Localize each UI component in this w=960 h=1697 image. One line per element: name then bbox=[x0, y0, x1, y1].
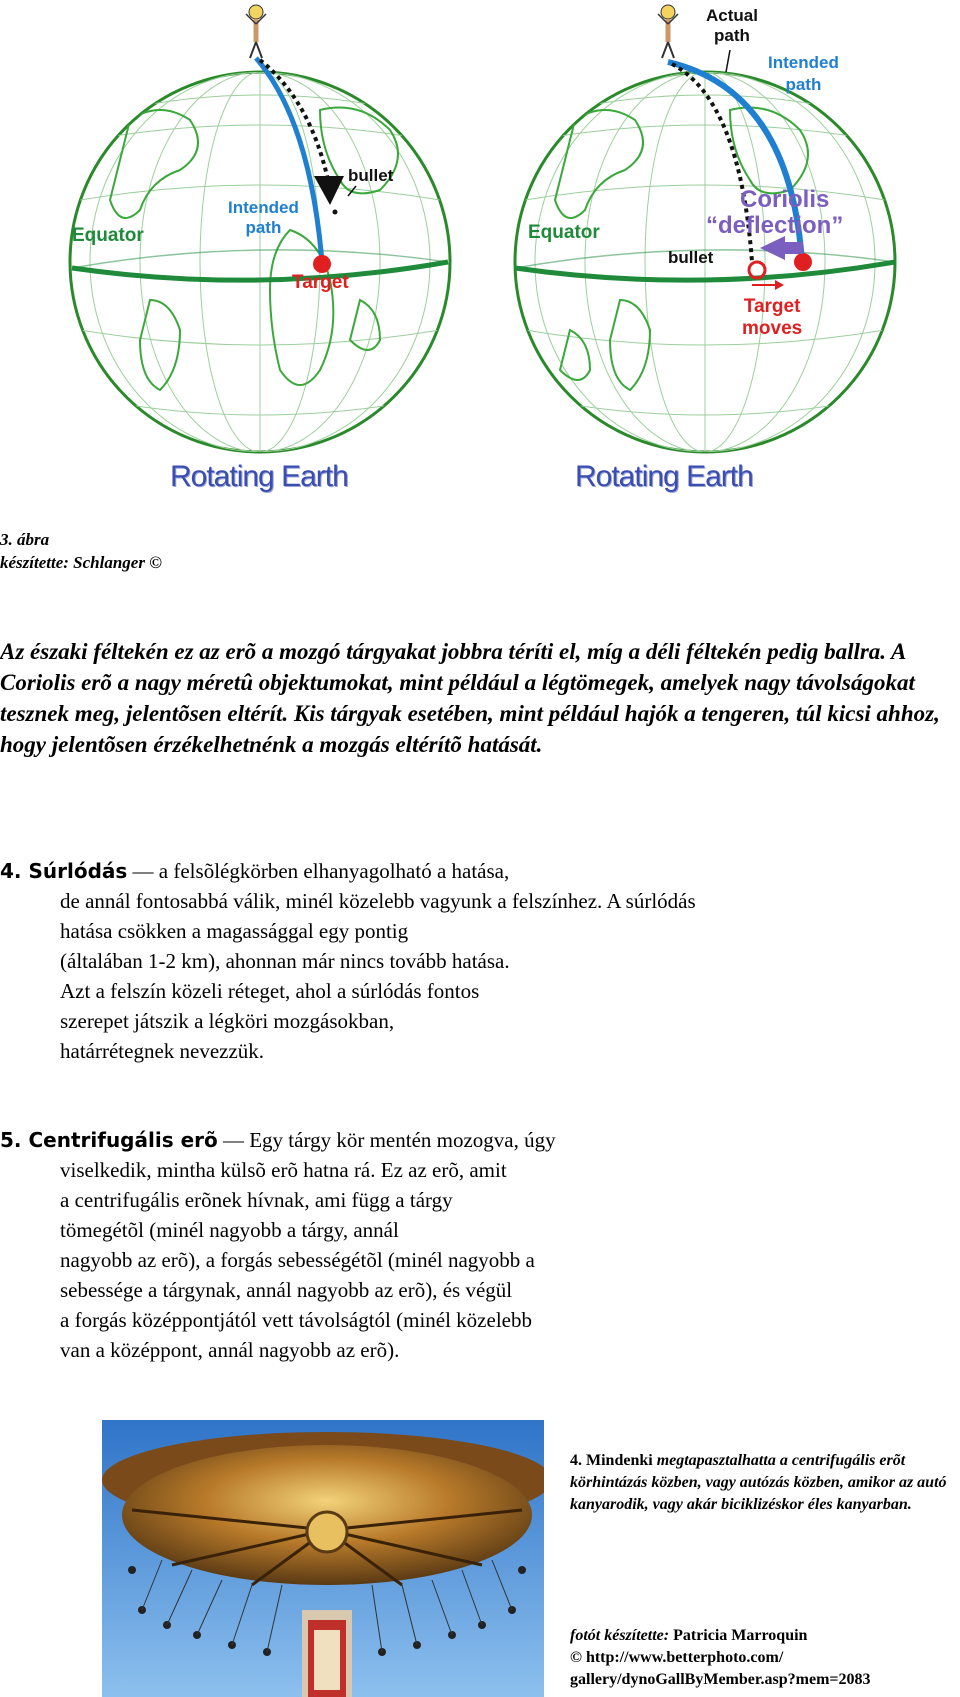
figure4-caption bbox=[570, 1450, 955, 1516]
equator-label-right: Equator bbox=[528, 222, 600, 243]
section-centrifugal-dash: — bbox=[217, 1128, 250, 1152]
section-centrifugal-line-0: Egy tárgy kör mentén mozogva, úgy bbox=[249, 1128, 556, 1152]
target-moves-label-line2: moves bbox=[742, 318, 803, 339]
actual-path-label-line2: path bbox=[714, 26, 750, 45]
section-friction-line-0: a felsõlégkörben elhanyagolható a hatása, bbox=[158, 859, 510, 883]
rotating-earth-caption-left: Rotating Earth bbox=[170, 460, 348, 493]
coriolis-label: Coriolis bbox=[740, 186, 830, 213]
target-moves-label-line1: Target bbox=[743, 296, 801, 317]
section-friction-line-6: határrétegnek nevezzük. bbox=[60, 1039, 265, 1063]
figure3-caption bbox=[0, 528, 162, 574]
figure4-text: megtapasztalhatta a centrifugális erõt körhintázás közben, vagy autózás közben, amikor az autó kanyarodik, vagy akár biciklizéskor éles kanyarban. bbox=[570, 1452, 947, 1513]
globe-left-illustration bbox=[60, 0, 480, 500]
figure4-number: 4. Mindenki bbox=[570, 1452, 653, 1469]
intended-path-label-right bbox=[768, 52, 839, 96]
actual-path-label bbox=[706, 6, 758, 46]
deflection-label: “deflection” bbox=[706, 212, 844, 239]
section-friction-line-2: hatása csökken a magassággal egy pontig bbox=[60, 919, 409, 943]
intro-paragraph: Az északi féltekén ez az erõ a mozgó tárgyakat jobbra téríti el, míg a déli féltekén pedig ballra. A Coriolis erõ a nagy méretû objektumokat, mint például a légtömegek, amelyek nagy távolságokat tesznek meg, jelentõsen eltérít. Kis tárgyak esetében, mint például hajók a tengeren, túl kicsi ahhoz, hogy jelentõsen érzékelhetnénk a mozgás eltérítõ hatását. bbox=[0, 639, 940, 757]
figure4-url-line2: gallery/dynoGallByMember.asp?mem=2083 bbox=[570, 1671, 871, 1688]
intended-path-label-right-line2: path bbox=[785, 75, 822, 94]
section-centrifugal bbox=[0, 1125, 950, 1365]
section-friction-heading: 4. Súrlódás bbox=[0, 859, 128, 883]
figure3-number: 3. ábra bbox=[0, 530, 50, 549]
carousel-photo bbox=[102, 1420, 544, 1697]
section-friction-line-4: Azt a felszín közeli réteget, ahol a súrlódás fontos bbox=[60, 979, 480, 1003]
section-friction-line-1: de annál fontosabbá válik, minél közelebb vagyunk a felszínhez. A súrlódás bbox=[60, 889, 696, 913]
figure4-credit bbox=[570, 1625, 955, 1691]
section-friction-dash: — bbox=[127, 859, 159, 883]
section-centrifugal-line-4: nagyobb az erõ), a forgás sebességétõl (minél nagyobb a bbox=[60, 1248, 535, 1272]
actual-path-label-line1: Actual bbox=[706, 6, 758, 25]
section-centrifugal-line-5: sebessége a tárgynak, annál nagyobb az erõ), és végül bbox=[60, 1278, 513, 1302]
figure4-credit-label: fotót készítette: bbox=[570, 1627, 670, 1644]
section-friction bbox=[0, 856, 950, 1066]
section-centrifugal-line-2: a centrifugális erõnek hívnak, ami függ a tárgy bbox=[60, 1188, 453, 1212]
intended-path-label-right-line1: Intended bbox=[768, 53, 839, 72]
globe-figure-right bbox=[500, 0, 960, 500]
equator-label: Equator bbox=[72, 225, 144, 246]
section-centrifugal-line-3: tömegétõl (minél nagyobb a tárgy, annál bbox=[60, 1218, 399, 1242]
intended-path-label-line2: path bbox=[245, 218, 282, 237]
rotating-earth-caption-right: Rotating Earth bbox=[575, 460, 753, 493]
bullet-label-right: bullet bbox=[668, 248, 714, 267]
section-centrifugal-line-1: viselkedik, mintha külsõ erõ hatna rá. Ez az erõ, amit bbox=[60, 1158, 507, 1182]
section-centrifugal-heading: 5. Centrifugális erõ bbox=[0, 1128, 218, 1152]
globe-right-illustration bbox=[500, 0, 940, 500]
section-centrifugal-line-7: van a középpont, annál nagyobb az erõ). bbox=[60, 1338, 400, 1362]
figure4-credit-name: Patricia Marroquin bbox=[669, 1627, 808, 1644]
figure4-url-line1: © http://www.betterphoto.com/ bbox=[570, 1649, 784, 1666]
target-label: Target bbox=[292, 272, 349, 293]
section-friction-line-3: (általában 1-2 km), ahonnan már nincs tovább hatása. bbox=[60, 949, 510, 973]
section-centrifugal-first-line bbox=[0, 1125, 950, 1155]
figure3-credit: készítette: Schlanger © bbox=[0, 553, 162, 572]
intended-path-label bbox=[228, 198, 299, 238]
section-friction-line-5: szerepet játszik a légköri mozgásokban, bbox=[60, 1009, 395, 1033]
target-moves-label bbox=[742, 296, 802, 340]
globe-figure-left bbox=[60, 0, 480, 500]
carousel-photo-illustration bbox=[102, 1420, 544, 1697]
intended-path-label-line1: Intended bbox=[228, 198, 299, 217]
bullet-label: bullet bbox=[348, 166, 394, 185]
section-centrifugal-line-6: a forgás középpontjától vett távolságtól (minél közelebb bbox=[60, 1308, 532, 1332]
section-friction-first-line bbox=[0, 856, 950, 886]
